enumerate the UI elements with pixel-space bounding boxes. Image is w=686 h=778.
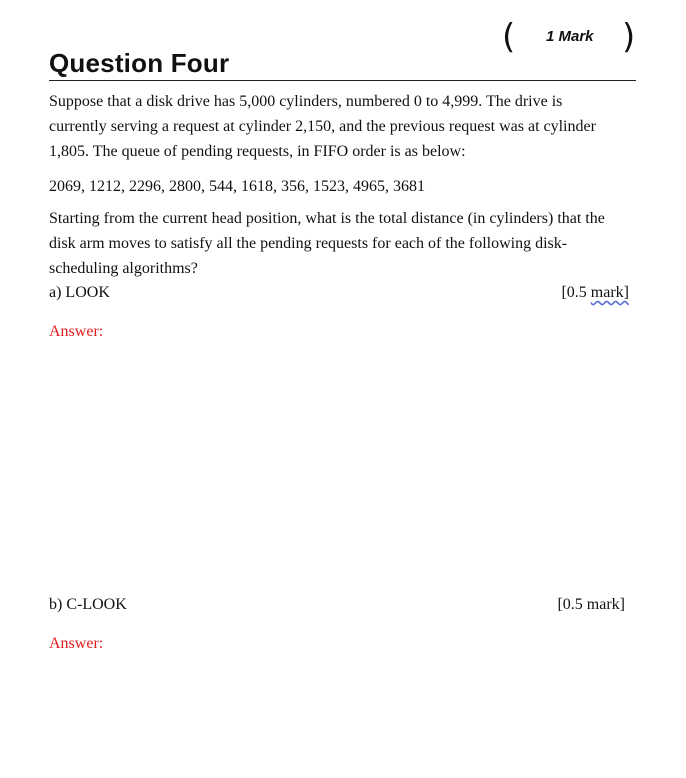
intro-line-3: 1,805. The queue of pending requests, in FIFO order is as below:	[49, 143, 466, 160]
part-a-label: a) LOOK	[49, 284, 110, 301]
prompt-line-2: disk arm moves to satisfy all the pending requests for each of the following disk-	[49, 235, 568, 252]
prompt-line-1: Starting from the current head position, what is the total distance (in cylinders) that the	[49, 210, 605, 227]
part-b-answer-label: Answer:	[49, 635, 104, 652]
question-title: Question Four	[49, 48, 230, 78]
spellcheck-mark: mark]	[590, 284, 629, 301]
part-b-points: [0.5 mark]	[557, 596, 625, 613]
request-queue: 2069, 1212, 2296, 2800, 544, 1618, 356, 1523, 4965, 3681	[49, 178, 425, 195]
bracket-open: (	[502, 17, 516, 57]
part-b-label: b) C-LOOK	[49, 596, 127, 613]
title-divider	[49, 80, 636, 81]
part-a-row	[49, 284, 629, 302]
bracket-close: )	[622, 17, 636, 57]
part-b-row	[49, 596, 629, 614]
mark-badge	[500, 18, 640, 58]
mark-label: 1 Mark	[546, 28, 594, 45]
part-a-answer-label: Answer:	[49, 323, 104, 340]
intro-line-2: currently serving a request at cylinder 2,150, and the previous request was at cylinder	[49, 118, 596, 135]
intro-line-1: Suppose that a disk drive has 5,000 cylinders, numbered 0 to 4,999. The drive is	[49, 93, 563, 110]
part-a-points: [0.5 mark]	[561, 284, 629, 301]
prompt-line-3: scheduling algorithms?	[49, 260, 198, 277]
